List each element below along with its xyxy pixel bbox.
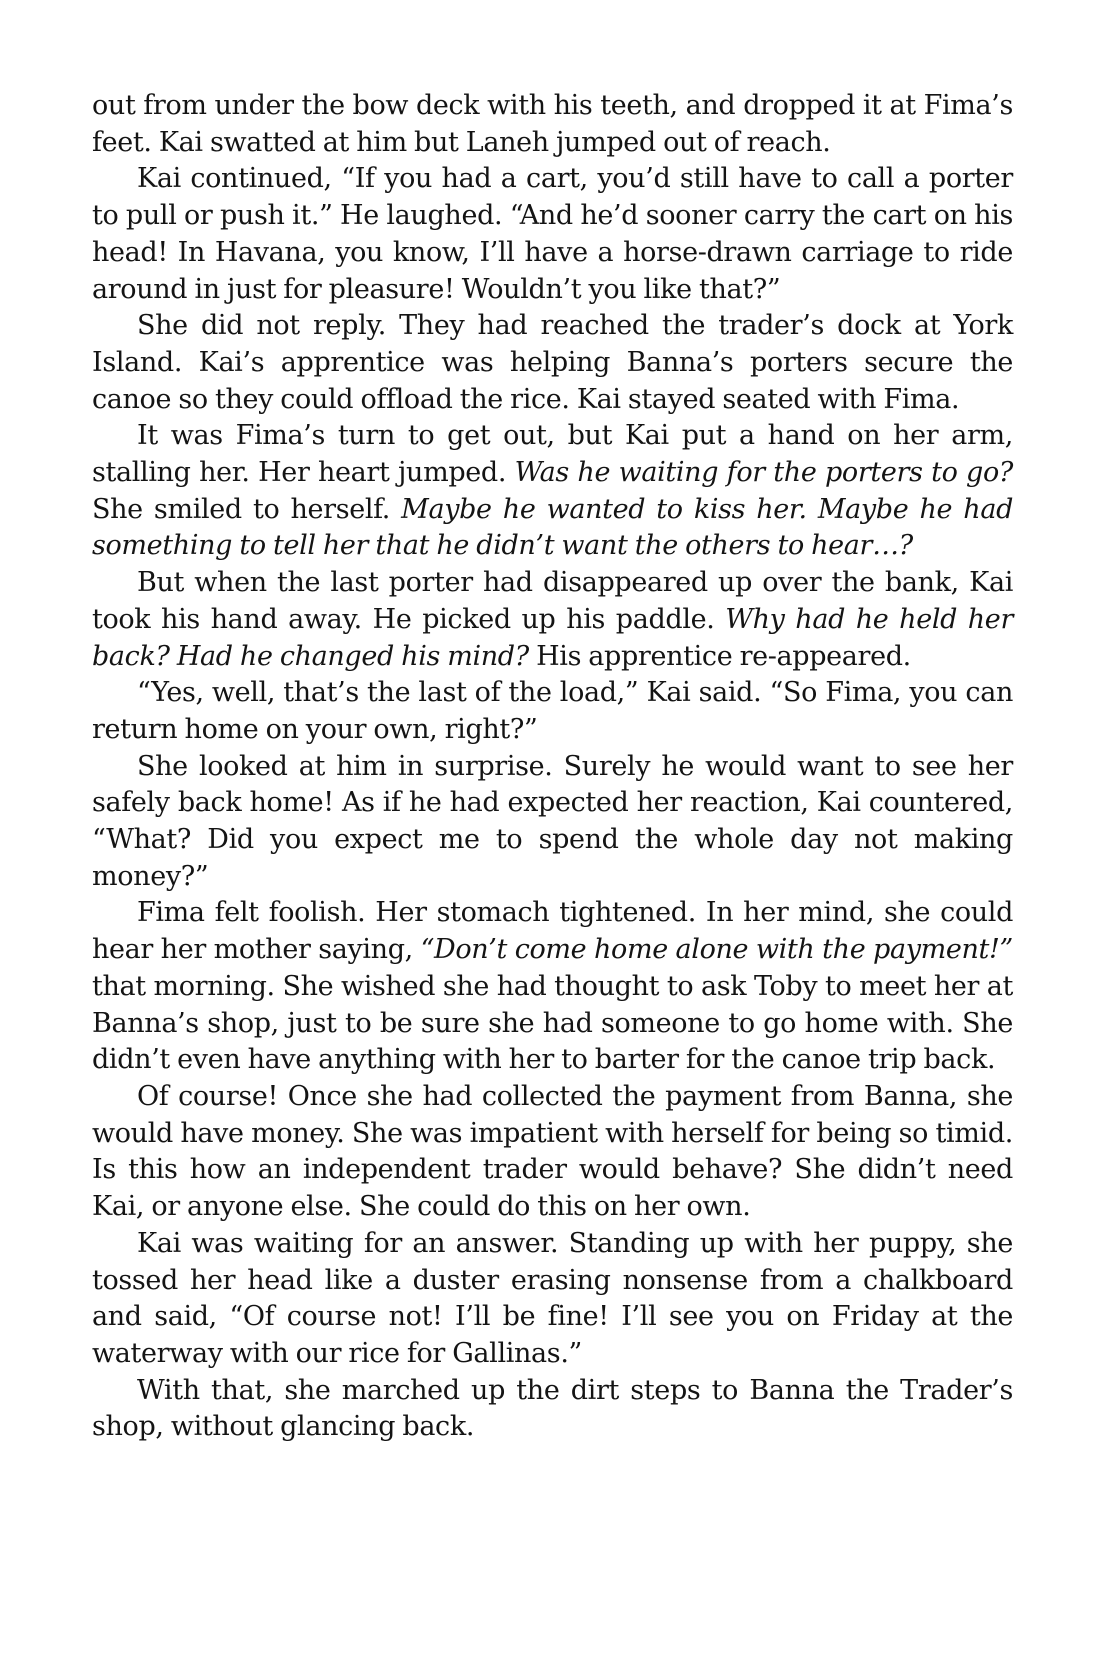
paragraph <box>92 1079 1013 1226</box>
text-run: that morning. She wished she had thought to ask Toby to meet her at Banna’s shop, just to be sure she had someone to go home with. She didn’t even have anything with her to barter for the canoe trip back. <box>92 970 1013 1076</box>
paragraph <box>92 88 1013 161</box>
italic-text-run: Maybe he wanted to kiss her. Maybe he had something to tell her that he didn’t want the others to hear…? <box>92 493 1013 562</box>
text-run: She smiled to herself. <box>92 493 402 525</box>
text-run: Kai continued, “If you had a cart, you’d still have to call a porter to pull or push it.” He laughed. “And he’d sooner carry the cart on his head! In Havana, you know, I’ll have a horse-drawn carriage to ride around in just for pleasure! Wouldn’t you like that?” <box>92 163 1013 305</box>
italic-text-run: Why had he held her back? Had he changed his mind? <box>92 603 1013 672</box>
paragraph <box>92 749 1013 896</box>
text-run: out from under the bow deck with his teeth, and dropped it at Fima’s feet. Kai swatted at him but Laneh jumped out of reach. <box>92 90 1013 158</box>
paragraph <box>92 675 1013 748</box>
text-run: Kai was waiting for an answer. Standing up with her puppy, she tossed her head like a duster erasing nonsense from a chalkboard and said, “Of course not! I’ll be fine! I’ll see you on Friday at the waterway with our rice for Gallinas.” <box>92 1227 1013 1369</box>
text-run: She looked at him in surprise. Surely he would want to see her safely back home! As if he had expected her reaction, Kai countered, “What? Did you expect me to spend the whole day not making money?” <box>92 750 1013 892</box>
text-run: It was Fima’s turn to get out, but Kai put a hand on her arm, stalling her. Her heart jumped. <box>92 420 1013 489</box>
text-run: His apprentice re-appeared. <box>528 640 911 672</box>
text-run: Of course! Once she had collected the payment from Banna, she would have money. She was impatient with herself for being so timid. Is this how an independent trader would behave? She didn’t need Kai, or anyone else. She could do this on her own. <box>92 1080 1013 1223</box>
text-run: She did not reply. They had reached the trader’s dock at York Island. Kai’s apprentice was helping Banna’s porters secure the canoe so they could offload the rice. Kai stayed seated with Fima. <box>92 310 1013 415</box>
paragraph <box>92 565 1013 675</box>
paragraph <box>92 895 1013 1079</box>
text-run: Fima felt foolish. Her stomach tightened. In her mind, she could hear her mother saying, <box>92 897 1013 966</box>
paragraph <box>92 418 1013 565</box>
italic-text-run: “Don’t come home alone with the payment!” <box>420 934 1014 966</box>
paragraph <box>92 308 1013 418</box>
italic-text-run: Was he waiting for the porters to go? <box>514 457 1013 489</box>
paragraph <box>92 1226 1013 1373</box>
text-run: “Yes, well, that’s the last of the load,” Kai said. “So Fima, you can return home on your own, right?” <box>92 677 1013 745</box>
paragraph <box>92 1373 1013 1446</box>
paragraph <box>92 161 1013 308</box>
text-run: But when the last porter had disappeared up over the bank, Kai took his hand away. He picked up his paddle. <box>92 567 1013 635</box>
page-body-text <box>92 88 1013 1446</box>
text-run: With that, she marched up the dirt steps to Banna the Trader’s shop, without glancing back. <box>92 1374 1013 1443</box>
